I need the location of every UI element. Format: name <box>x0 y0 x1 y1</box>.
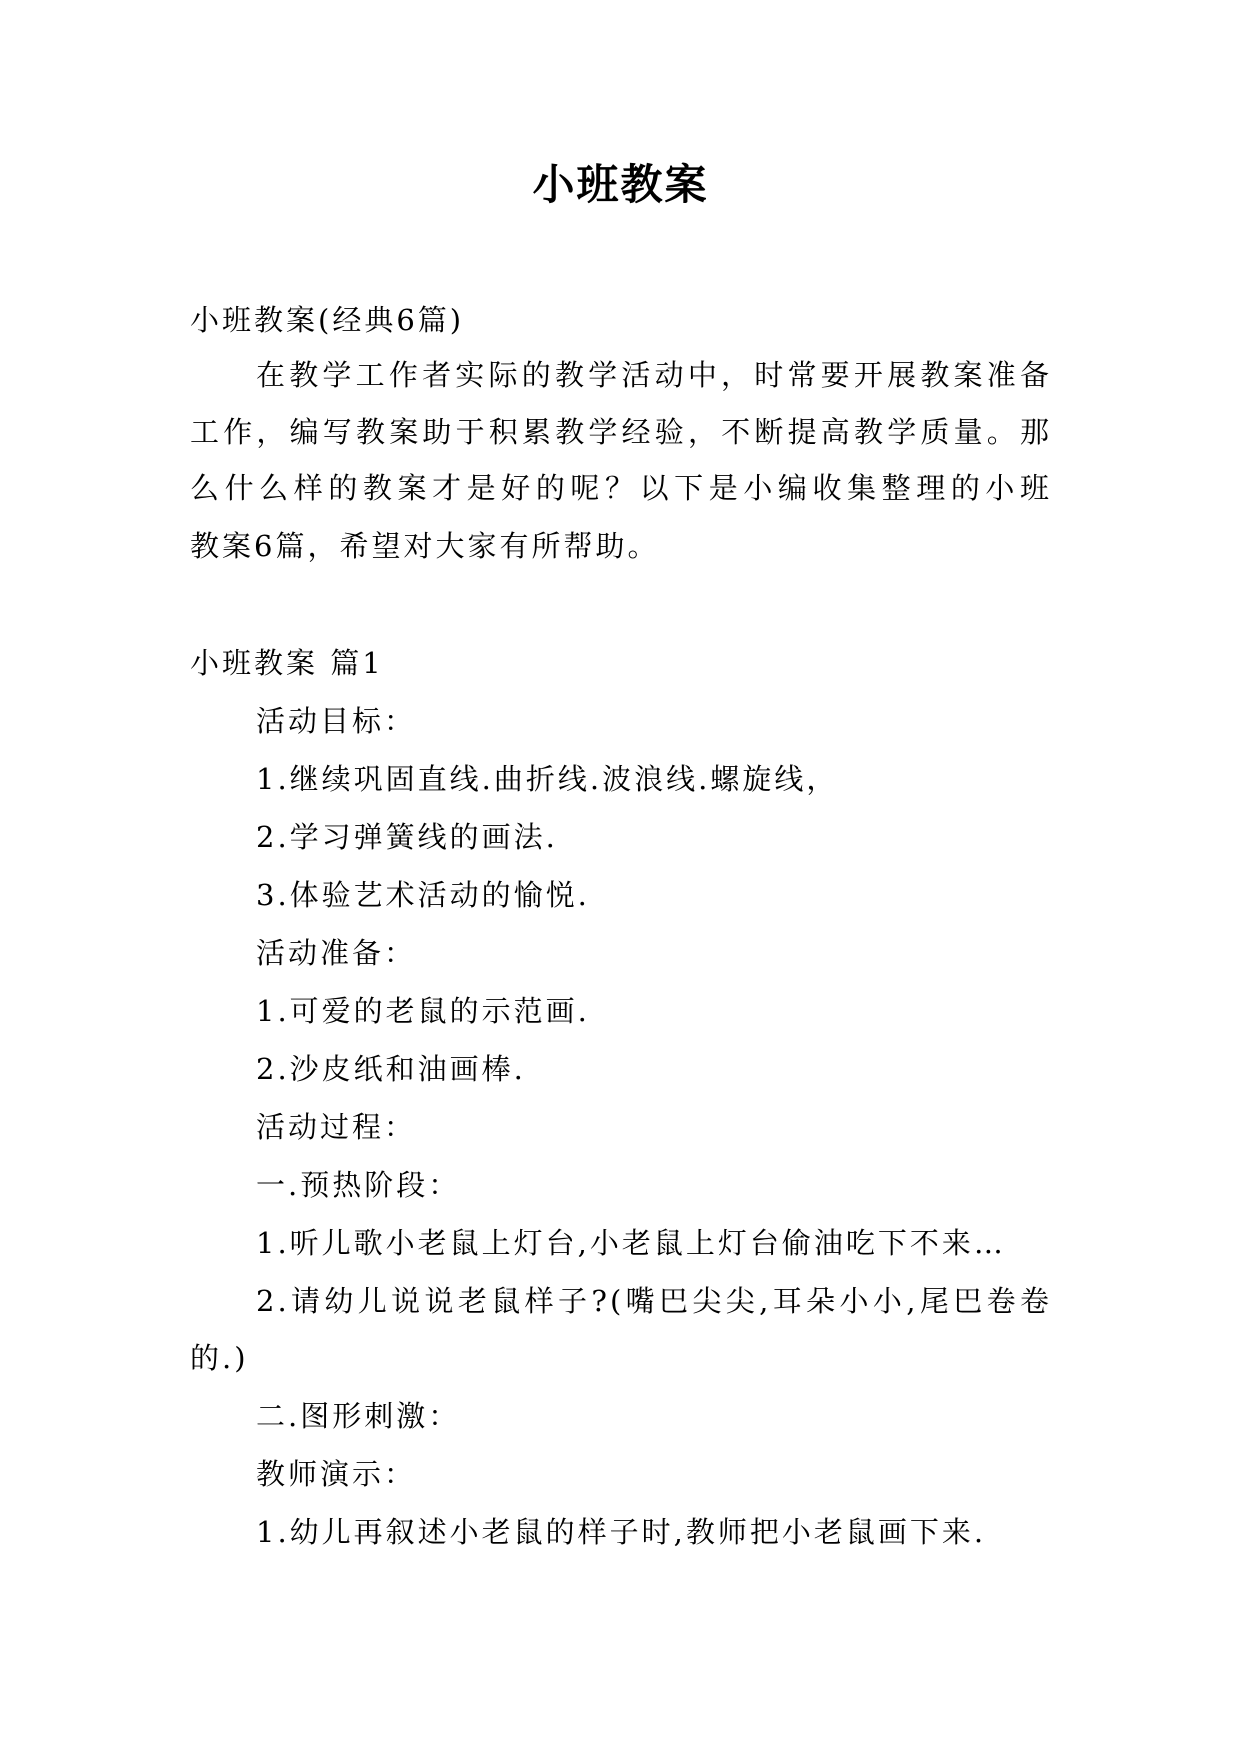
body-line: 2.请幼儿说说老鼠样子?(嘴巴尖尖,耳朵小小,尾巴卷卷 <box>256 1284 1052 1318</box>
intro-line: 教案6篇，希望对大家有所帮助。 <box>190 529 660 563</box>
body-line: 1.听儿歌小老鼠上灯台,小老鼠上灯台偷油吃下不来… <box>256 1226 1006 1260</box>
body-line: 活动过程： <box>256 1110 417 1144</box>
intro-line: 在教学工作者实际的教学活动中，时常要开展教案准备 <box>256 358 1052 392</box>
intro-line: 么什么样的教案才是好的呢？以下是小编收集整理的小班 <box>190 471 1052 505</box>
body-line: 1.幼儿再叙述小老鼠的样子时,教师把小老鼠画下来. <box>256 1515 987 1549</box>
body-line: 活动目标： <box>256 704 417 738</box>
document-title: 小班教案 <box>532 160 709 209</box>
body-line: 1.可爱的老鼠的示范画. <box>256 994 590 1028</box>
body-line: 2.沙皮纸和油画棒. <box>256 1052 526 1086</box>
body-line: 活动准备： <box>256 936 417 970</box>
body-line: 3.体验艺术活动的愉悦. <box>256 878 590 912</box>
body-line: 1.继续巩固直线.曲折线.波浪线.螺旋线， <box>256 762 839 796</box>
body-line: 二.图形刺激： <box>256 1399 461 1433</box>
body-line: 2.学习弹簧线的画法. <box>256 820 558 854</box>
document-subtitle: 小班教案(经典6篇) <box>190 303 465 337</box>
body-line: 教师演示： <box>256 1457 417 1491</box>
section-heading: 小班教案 篇1 <box>190 646 384 680</box>
intro-line: 工作，编写教案助于积累教学经验，不断提高教学质量。那 <box>190 415 1052 449</box>
body-line: 一.预热阶段： <box>256 1168 461 1202</box>
body-line: 的.) <box>190 1341 249 1375</box>
